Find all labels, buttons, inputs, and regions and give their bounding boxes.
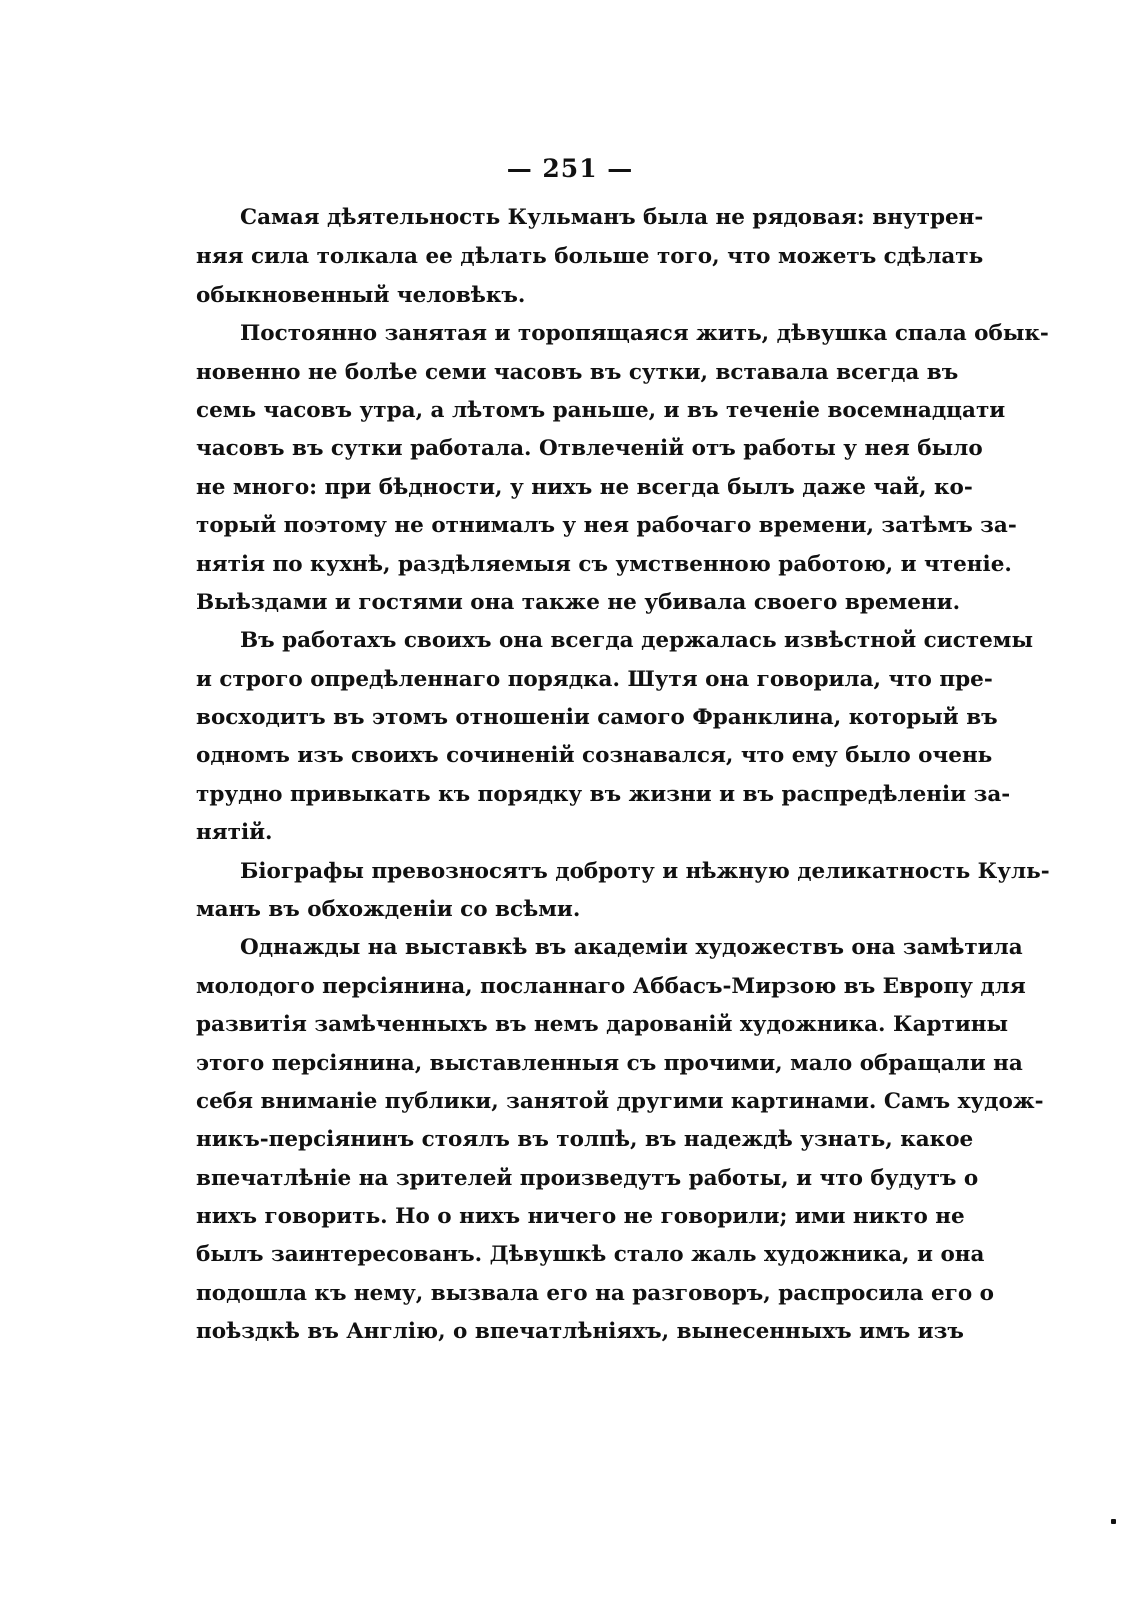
text-line: впечатлѣніе на зрителей произведутъ работы, и что будутъ о <box>196 1166 979 1191</box>
scan-speck <box>1111 1519 1116 1524</box>
text-line: молодого персіянина, посланнаго Аббасъ-Мирзою въ Европу для <box>196 974 1026 999</box>
text-line: нятія по кухнѣ, раздѣляемыя съ умственною работою, и чтеніе. <box>196 552 1012 577</box>
text-line: манъ въ обхожденіи со всѣми. <box>196 897 581 922</box>
text-line: часовъ въ сутки работала. Отвлеченій отъ работы у нея было <box>196 436 983 461</box>
page-number: — 251 — <box>506 154 634 183</box>
text-line: себя вниманіе публики, занятой другими картинами. Самъ худож- <box>196 1089 1044 1114</box>
text-line: нятій. <box>196 820 273 845</box>
text-line: подошла къ нему, вызвала его на разговоръ, распросила его о <box>196 1281 995 1306</box>
text-line: новенно не болѣе семи часовъ въ сутки, вставала всегда въ <box>196 360 959 385</box>
text-line: Самая дѣятельность Кульманъ была не рядовая: внутрен- <box>240 205 984 230</box>
text-line: былъ заинтересованъ. Дѣвушкѣ стало жаль художника, и она <box>196 1242 985 1267</box>
text-line: и строго опредѣленнаго порядка. Шутя она говорила, что пре- <box>196 667 993 692</box>
text-line: обыкновенный человѣкъ. <box>196 283 526 308</box>
text-line: нихъ говорить. Но о нихъ ничего не говорили; ими никто не <box>196 1204 965 1229</box>
text-line: торый поэтому не отнималъ у нея рабочаго времени, затѣмъ за- <box>196 513 1017 538</box>
text-line: Постоянно занятая и торопящаяся жить, дѣвушка спала обык- <box>240 321 1049 346</box>
text-line: семь часовъ утра, а лѣтомъ раньше, и въ теченіе восемнадцати <box>196 398 1006 423</box>
text-line: няя сила толкала ее дѣлать больше того, что можетъ сдѣлать <box>196 244 984 269</box>
text-line: Выѣздами и гостями она также не убивала своего времени. <box>196 590 961 615</box>
text-line: Однажды на выставкѣ въ академіи художествъ она замѣтила <box>240 935 1023 960</box>
text-line: этого персіянина, выставленныя съ прочими, мало обращали на <box>196 1051 1023 1076</box>
text-line: трудно привыкать къ порядку въ жизни и въ распредѣленіи за- <box>196 782 1011 807</box>
text-line: восходитъ въ этомъ отношеніи самого Франклина, который въ <box>196 705 998 730</box>
text-line: никъ-персіянинъ стоялъ въ толпѣ, въ надеждѣ узнать, какое <box>196 1127 974 1152</box>
text-line: развитія замѣченныхъ въ немъ дарованій художника. Картины <box>196 1012 1009 1037</box>
text-line: поѣздкѣ въ Англію, о впечатлѣніяхъ, вынесенныхъ имъ изъ <box>196 1319 964 1344</box>
text-line: не много: при бѣдности, у нихъ не всегда былъ даже чай, ко- <box>196 475 973 500</box>
text-line: одномъ изъ своихъ сочиненій сознавался, что ему было очень <box>196 743 993 768</box>
text-line: Въ работахъ своихъ она всегда держалась извѣстной системы <box>240 628 1034 653</box>
text-line: Біографы превозносятъ доброту и нѣжную деликатность Куль- <box>240 859 1050 884</box>
